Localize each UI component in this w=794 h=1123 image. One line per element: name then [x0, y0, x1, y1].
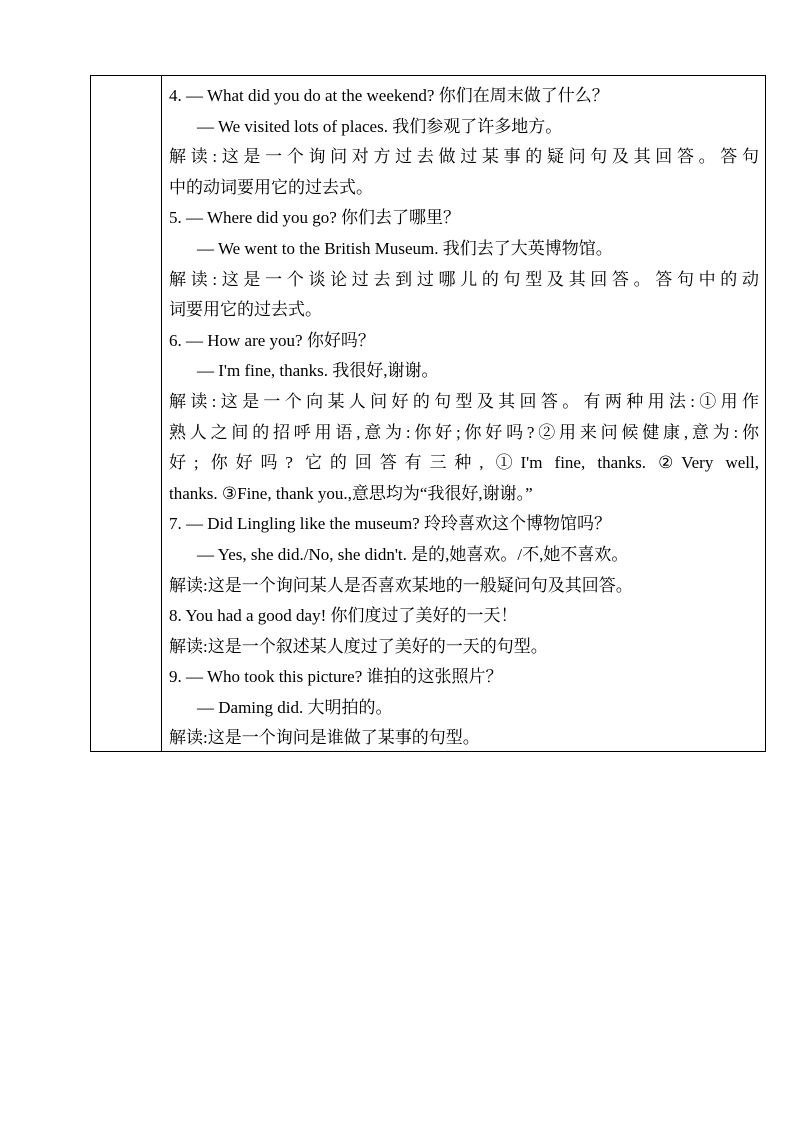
table-right-cell: [162, 76, 765, 751]
text-line: 解读:这是一个询问某人是否喜欢某地的一般疑问句及其回答。: [169, 575, 633, 595]
text-line: — Daming did. 大明拍的。: [197, 697, 393, 717]
text-line: 解读:这是一个向某人问好的句型及其回答。有两种用法:①用作: [169, 391, 759, 411]
text-line: 解读:这是一个询问是谁做了某事的句型。: [169, 728, 480, 748]
text-line: 4. — What did you do at the weekend? 你们在周末做了什么？: [169, 86, 609, 105]
text-line: 中的动词要用它的过去式。: [169, 177, 373, 197]
text-line: 6. — How are you? 你好吗？: [169, 330, 375, 350]
table-left-cell: [91, 76, 162, 751]
text-line: 9. — Who took this picture? 谁拍的这张照片？: [169, 667, 503, 687]
text-line: — We went to the British Museum. 我们去了大英博物馆。: [197, 238, 613, 258]
text-line: — We visited lots of places. 我们参观了许多地方。: [197, 116, 563, 136]
text-line: thanks. ③Fine, thank you.,意思均为“我很好,谢谢。”: [169, 483, 533, 503]
text-line: 解读:这是一个叙述某人度过了美好的一天的句型。: [169, 636, 548, 656]
text-line: 熟人之间的招呼用语,意为:你好;你好吗?②用来问候健康,意为:你: [169, 422, 759, 442]
text-line: 7. — Did Lingling like the museum? 玲玲喜欢这个博物馆吗？: [169, 514, 611, 534]
text-line: 好; 你好吗? 它的回答有三种, ①I'm fine, thanks. ②Very well,: [169, 453, 759, 473]
text-line: — Yes, she did./No, she didn't. 是的,她喜欢。/不,她不喜欢。: [197, 544, 629, 564]
text-line: 解读:这是一个询问对方过去做过某事的疑问句及其回答。答句: [169, 147, 759, 167]
content-table: [90, 75, 766, 752]
text-line: 解读:这是一个谈论过去到过哪儿的句型及其回答。答句中的动: [169, 269, 759, 289]
text-line: 词要用它的过去式。: [169, 300, 322, 320]
text-line: 5. — Where did you go? 你们去了哪里？: [169, 208, 461, 228]
text-line: 8. You had a good day! 你们度过了美好的一天！: [169, 606, 518, 626]
text-line: — I'm fine, thanks. 我很好,谢谢。: [197, 361, 439, 381]
